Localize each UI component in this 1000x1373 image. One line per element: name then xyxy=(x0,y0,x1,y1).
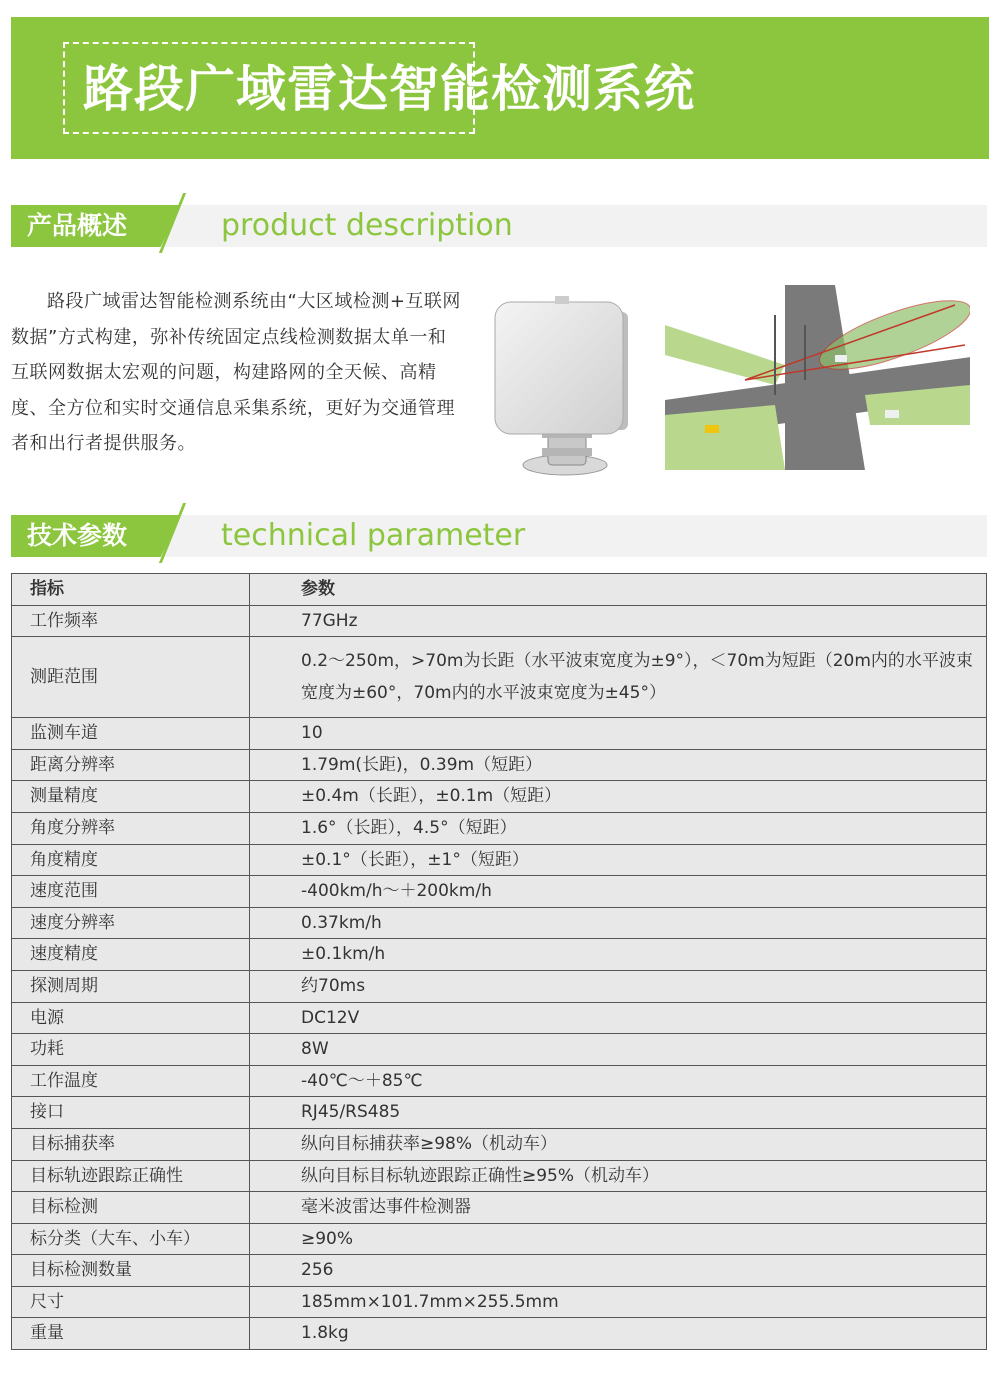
param-key: 工作温度 xyxy=(12,1065,250,1097)
param-value: 1.6°（长距），4.5°（短距） xyxy=(250,812,987,844)
param-key: 标分类（大车、小车） xyxy=(12,1223,250,1255)
param-value: ±0.1°（长距），±1°（短距） xyxy=(250,844,987,876)
section-header-params xyxy=(11,515,987,557)
table-row xyxy=(12,718,987,750)
param-value: ±0.1km/h xyxy=(250,939,987,971)
table-row xyxy=(12,1223,987,1255)
param-value: 8W xyxy=(250,1034,987,1066)
param-value: 10 xyxy=(250,718,987,750)
param-value: 77GHz xyxy=(250,605,987,637)
table-row xyxy=(12,907,987,939)
param-key: 功耗 xyxy=(12,1034,250,1066)
param-key: 速度分辨率 xyxy=(12,907,250,939)
section-title-en: product description xyxy=(221,208,513,243)
param-key: 目标检测 xyxy=(12,1192,250,1224)
param-value: DC12V xyxy=(250,1002,987,1034)
road-coverage-image xyxy=(665,285,970,470)
param-value: ±0.4m（长距），±0.1m（短距） xyxy=(250,781,987,813)
header-key: 指标 xyxy=(12,574,250,606)
title-banner xyxy=(11,17,989,159)
table-header-row xyxy=(12,574,987,606)
table-row xyxy=(12,876,987,908)
param-key: 工作频率 xyxy=(12,605,250,637)
section-title-cn: 技术参数 xyxy=(27,521,128,550)
param-value: RJ45/RS485 xyxy=(250,1097,987,1129)
param-key: 速度范围 xyxy=(12,876,250,908)
table-row xyxy=(12,1255,987,1287)
param-key: 距离分辨率 xyxy=(12,749,250,781)
param-value: 0.2～250m，>70m为长距（水平波束宽度为±9°），＜70m为短距（20m内的水平波束宽度为±60°，70m内的水平波束宽度为±45°） xyxy=(250,637,987,718)
page-title: 路段广域雷达智能检测系统 xyxy=(83,60,695,118)
table-row xyxy=(12,605,987,637)
param-key: 目标轨迹跟踪正确性 xyxy=(12,1160,250,1192)
table-row xyxy=(12,1192,987,1224)
header-value: 参数 xyxy=(250,574,987,606)
section-header-overview xyxy=(11,205,987,247)
table-row xyxy=(12,781,987,813)
table-row xyxy=(12,1286,987,1318)
param-key: 角度分辨率 xyxy=(12,812,250,844)
param-value: -400km/h～＋200km/h xyxy=(250,876,987,908)
parameter-table xyxy=(11,573,987,1350)
table-row xyxy=(12,1034,987,1066)
param-key: 尺寸 xyxy=(12,1286,250,1318)
table-row xyxy=(12,1318,987,1350)
table-row xyxy=(12,1002,987,1034)
radar-device-image xyxy=(490,290,635,480)
table-row xyxy=(12,812,987,844)
param-value: 1.8kg xyxy=(250,1318,987,1350)
param-value: ≥90% xyxy=(250,1223,987,1255)
table-row xyxy=(12,637,987,718)
param-key: 重量 xyxy=(12,1318,250,1350)
param-value: 0.37km/h xyxy=(250,907,987,939)
table-row xyxy=(12,1128,987,1160)
param-value: -40℃～＋85℃ xyxy=(250,1065,987,1097)
product-description: 路段广域雷达智能检测系统由“大区域检测+互联网数据”方式构建，弥补传统固定点线检测数据太单一和互联网数据太宏观的问题，构建路网的全天候、高精度、全方位和实时交通信息采集系统，更好为交通管理者和出行者提供服务。 xyxy=(11,291,461,454)
param-value: 毫米波雷达事件检测器 xyxy=(250,1192,987,1224)
param-value: 256 xyxy=(250,1255,987,1287)
param-key: 测量精度 xyxy=(12,781,250,813)
param-key: 速度精度 xyxy=(12,939,250,971)
param-key: 探测周期 xyxy=(12,970,250,1002)
table-row xyxy=(12,1160,987,1192)
table-row xyxy=(12,970,987,1002)
param-value: 1.79m(长距)，0.39m（短距） xyxy=(250,749,987,781)
param-key: 测距范围 xyxy=(12,637,250,718)
section-title-en: technical parameter xyxy=(221,518,526,553)
param-key: 角度精度 xyxy=(12,844,250,876)
table-row xyxy=(12,939,987,971)
table-row xyxy=(12,749,987,781)
table-row xyxy=(12,844,987,876)
section-title-cn: 产品概述 xyxy=(27,211,128,240)
table-row xyxy=(12,1065,987,1097)
param-key: 监测车道 xyxy=(12,718,250,750)
table-row xyxy=(12,1097,987,1129)
param-value: 185mm×101.7mm×255.5mm xyxy=(250,1286,987,1318)
param-value: 纵向目标捕获率≥98%（机动车） xyxy=(250,1128,987,1160)
param-value: 纵向目标目标轨迹跟踪正确性≥95%（机动车） xyxy=(250,1160,987,1192)
param-key: 电源 xyxy=(12,1002,250,1034)
param-key: 目标捕获率 xyxy=(12,1128,250,1160)
param-value: 约70ms xyxy=(250,970,987,1002)
param-key: 接口 xyxy=(12,1097,250,1129)
param-key: 目标检测数量 xyxy=(12,1255,250,1287)
